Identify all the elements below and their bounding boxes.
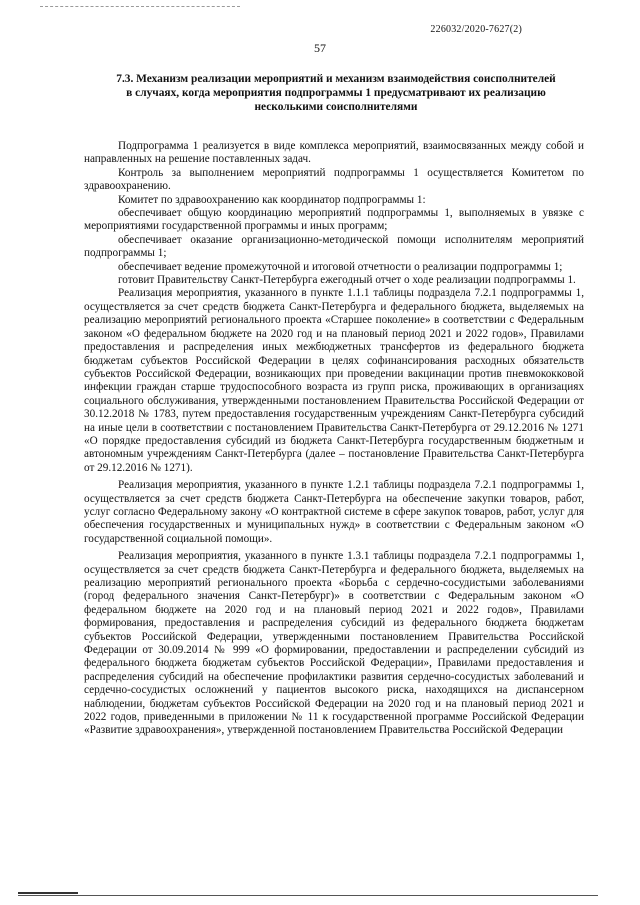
paragraph: Реализация мероприятия, указанного в пункте 1.1.1 таблицы подраздела 7.2.1 подпрограммы 1, осуществляется за счет средств бюджета Санкт-Петербурга и федерального бюджета, выделяемых на реализацию мероприятий регионального проекта «Старшее поколение» в соответствии с Федеральным законом «О федеральном бюджете на 2020 год и на плановый период 2021 и 2022 годов», Правилами предоставления и распределения иных межбюджетных трансфертов из федерального бюджета бюджетам субъектов Российской Федерации в целях софинансирования расходных обязательств субъектов Российской Федерации, возникающих при проведении вакцинации против пневмококковой инфекции граждан старше трудоспособного возраста из групп риска, проживающих в организациях социального обслуживания, утвержденными постановлением Правительства Российской Федерации от 30.12.2018 № 1783, путем предоставления государственным учреждениям Санкт-Петербурга субсидий на иные цели в соответствии с постановлением Правительства Санкт-Петербурга от 29.12.2016 № 1271 «О порядке предоставления субсидий из бюджета Санкт-Петербурга государственным бюджетным и автономным учреждениям Санкт-Петербурга (далее – постановление Правительства Санкт-Петербурга от 29.12.2016 № 1271).: [84, 287, 584, 474]
page-number: 57: [314, 41, 326, 55]
paragraph: обеспечивает оказание организационно-методической помощи исполнителям мероприятий подпрограммы 1;: [84, 233, 584, 260]
paragraph: готовит Правительству Санкт-Петербурга ежегодный отчет о ходе реализации подпрограммы 1.: [118, 274, 576, 287]
paragraph: Комитет по здравоохранению как координатор подпрограммы 1:: [118, 193, 426, 206]
paragraph: Реализация мероприятия, указанного в пункте 1.3.1 таблицы подраздела 7.2.1 подпрограммы 1, осуществляется за счет средств бюджета Санкт-Петербурга и федерального бюджета, выделяемых на реализацию мероприятий регионального проекта «Борьба с сердечно-сосудистыми заболеваниями (город федерального значения Санкт-Петербург)» в соответствии с Федеральным законом «О федеральном бюджете на 2020 год и на плановый период 2021 и 2022 годов», Правилами формирования, предоставления и распределения субсидий из федерального бюджета бюджетам субъектов Российской Федерации, утвержденными постановлением Правительства Российской Федерации от 30.09.2014 № 999 «О формировании, предоставлении и распределении субсидий из федерального бюджета бюджетам субъектов Российской Федерации», Правилами предоставления и распределения субсидий на обеспечение профилактики развития сердечно-сосудистых заболеваний и сердечно-сосудистых осложнений у пациентов высокого риска, находящихся на диспансерном наблюдении, бюджетам субъектов Российской Федерации на 2020 год и на плановый период 2021 и 2022 годов, приведенными в приложении № 11 к государственной программе Российской Федерации «Развитие здравоохранения», утвержденной постановлением Правительства Российской Федерации: [84, 550, 584, 737]
paragraph: обеспечивает ведение промежуточной и итоговой отчетности о реализации подпрограммы 1;: [118, 260, 563, 273]
section-heading-line: 7.3. Механизм реализации мероприятий и механизм взаимодействия соисполнителей: [116, 73, 556, 85]
section-heading: [86, 72, 586, 114]
paragraph: Подпрограмма 1 реализуется в виде комплекса мероприятий, взаимосвязанных между собой и направленных на решение поставленных задач.: [84, 140, 584, 166]
scan-bottom-line: [18, 892, 598, 896]
scan-edge-line: [40, 6, 240, 8]
document-id: 226032/2020-7627(2): [430, 24, 522, 35]
document-body: [84, 140, 584, 738]
paragraph: Контроль за выполнением мероприятий подпрограммы 1 осуществляется Комитетом по здравоохранению.: [84, 166, 584, 193]
section-heading-line: в случаях, когда мероприятия подпрограммы 1 предусматривают их реализацию: [126, 87, 546, 99]
paragraph: Реализация мероприятия, указанного в пункте 1.2.1 таблицы подраздела 7.2.1 подпрограммы 1, осуществляется за счет средств бюджета Санкт-Петербурга на обеспечение закупки товаров, работ, услуг согласно Федеральному закону «О контрактной системе в сфере закупок товаров, работ, услуг для обеспечения государственных и муниципальных нужд» в соответствии с Федеральным законом «О государственной социальной помощи».: [84, 479, 584, 545]
section-heading-line: несколькими соисполнителями: [254, 101, 418, 113]
paragraph: обеспечивает общую координацию мероприятий подпрограммы 1, выполняемых в увязке с мероприятиями государственной программы и иных программ;: [84, 207, 584, 233]
